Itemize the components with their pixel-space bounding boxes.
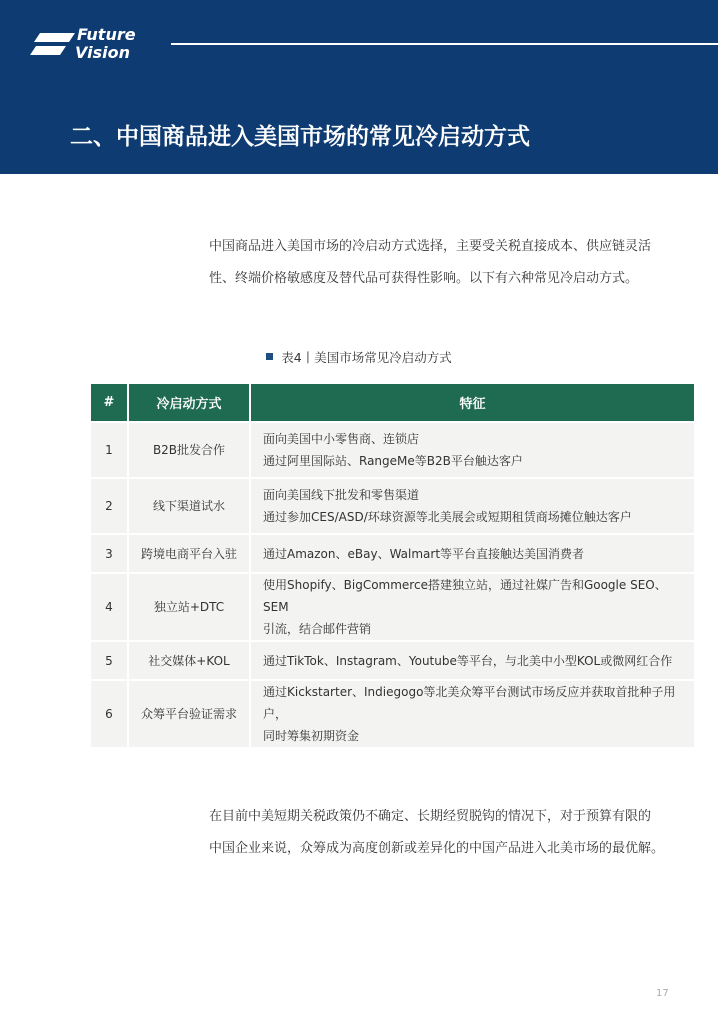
row-features [251, 535, 694, 574]
row-features [251, 423, 694, 479]
table-row [91, 535, 694, 574]
row-method: 线下渠道试水 [129, 479, 251, 535]
page-number: 17 [656, 988, 669, 999]
feature-line: 引流，结合邮件营销 [263, 622, 372, 636]
row-number: 2 [91, 479, 129, 535]
header-divider [171, 43, 718, 45]
feature-line: 通过TikTok、Instagram、Youtube等平台，与北美中小型KOL或微网红合作 [263, 653, 673, 668]
feature-line: 使用Shopify、BigCommerce搭建独立站，通过社媒广告和Google SEO、SEM [263, 578, 667, 614]
feature-line: 面向美国线下批发和零售渠道 [263, 488, 420, 502]
feature-line: 通过Kickstarter、Indiegogo等北美众筹平台测试市场反应并获取首批种子用户， [263, 685, 676, 721]
intro-paragraph [209, 231, 693, 295]
logo-wordmark [77, 26, 136, 62]
row-features [251, 642, 694, 681]
feature-line: 通过参加CES/ASD/环球资源等北美展会或短期租赁商场摊位触达客户 [263, 510, 632, 524]
table-row [91, 642, 694, 681]
table-caption [0, 348, 718, 368]
page-title: 二、中国商品进入美国市场的常见冷启动方式 [70, 124, 530, 150]
row-method: B2B批发合作 [129, 423, 251, 479]
row-method: 跨境电商平台入驻 [129, 535, 251, 574]
table-caption-text: 表4丨美国市场常见冷启动方式 [281, 350, 452, 365]
feature-line: 通过Amazon、eBay、Walmart等平台直接触达美国消费者 [263, 546, 585, 561]
logo-line-1: Future [77, 25, 136, 44]
row-method: 众筹平台验证需求 [129, 681, 251, 749]
row-number: 4 [91, 574, 129, 642]
column-header-number: # [91, 384, 129, 423]
column-header-features: 特征 [251, 384, 694, 423]
conclusion-paragraph [209, 801, 699, 865]
table-row [91, 423, 694, 479]
row-features [251, 574, 694, 642]
cold-start-methods-table [91, 384, 694, 749]
intro-line-2: 性、终端价格敏感度及替代品可获得性影响。以下有六种常见冷启动方式。 [209, 271, 639, 286]
outro-line-2: 中国企业来说，众筹成为高度创新或差异化的中国产品进入北美市场的最优解。 [209, 841, 665, 856]
row-features [251, 681, 694, 749]
column-header-method: 冷启动方式 [129, 384, 251, 423]
row-number: 5 [91, 642, 129, 681]
intro-line-1: 中国商品进入美国市场的冷启动方式选择，主要受关税直接成本、供应链灵活 [209, 239, 652, 254]
row-method: 独立站+DTC [129, 574, 251, 642]
row-number: 1 [91, 423, 129, 479]
row-method: 社交媒体+KOL [129, 642, 251, 681]
logo-line-2: Vision [75, 43, 130, 62]
table-header-row [91, 384, 694, 423]
feature-line: 面向美国中小零售商、连锁店 [263, 432, 420, 446]
table-row [91, 479, 694, 535]
feature-line: 同时筹集初期资金 [263, 729, 360, 743]
outro-line-1: 在目前中美短期关税政策仍不确定、长期经贸脱钩的情况下，对于预算有限的 [209, 809, 652, 824]
table-row [91, 574, 694, 642]
page-header [0, 0, 718, 174]
row-features [251, 479, 694, 535]
row-number: 3 [91, 535, 129, 574]
row-number: 6 [91, 681, 129, 749]
future-vision-logo-icon [30, 31, 78, 57]
feature-line: 通过阿里国际站、RangeMe等B2B平台触达客户 [263, 454, 523, 468]
table-row [91, 681, 694, 749]
caption-square-icon [266, 353, 273, 360]
